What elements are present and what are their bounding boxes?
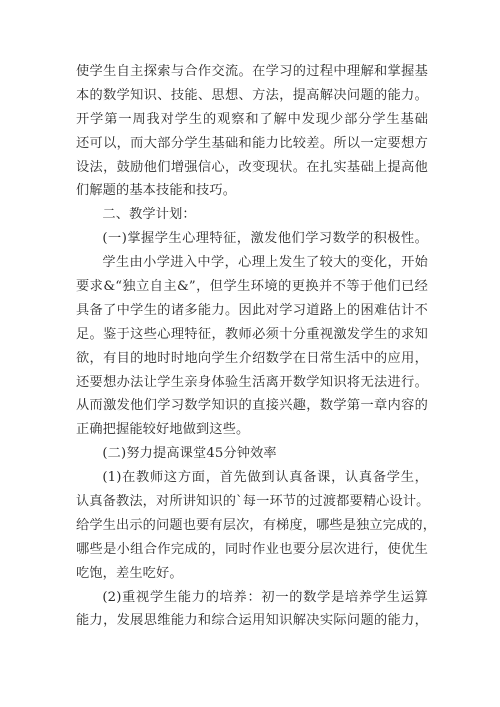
text-line: 本的数学知识、技能、思想、方法，提高解决问题的能力。 [76, 87, 428, 103]
text-line: 欲，有目的地时时地向学生介绍数学在日常生活中的应用， [76, 350, 428, 366]
text-line: 吃饱，差生吃好。 [76, 565, 183, 581]
text-line: 具备了中学生的诸多能力。因此对学习道路上的困难估计不 [76, 302, 428, 318]
text-line: (二)努力提高课堂45分钟效率 [102, 446, 277, 462]
text-line: 能力，发展思维能力和综合运用知识解决实际问题的能力， [76, 613, 428, 629]
text-line: 学生由小学进入中学，心理上发生了较大的变化，开始 [102, 255, 428, 271]
text-line: 设法，鼓励他们增强信心，改变现状。在扎实基础上提高他 [76, 159, 428, 175]
text-line: 开学第一周我对学生的观察和了解中发现少部分学生基础 [76, 111, 428, 127]
text-line: (2)重视学生能力的培养：初一的数学是培养学生运算 [102, 589, 428, 605]
text-line: 还要想办法让学生亲身体验生活离开数学知识将无法进行。 [76, 374, 428, 390]
text-line: 给学生出示的问题也要有层次，有梯度，哪些是独立完成的， [76, 517, 437, 533]
text-line: 们解题的基本技能和技巧。 [76, 183, 237, 199]
text-line: 正确把握能较好地做到这些。 [76, 422, 250, 438]
text-line: (1)在教师这方面，首先做到认真备课，认真备学生， [102, 470, 428, 486]
document-page [76, 60, 437, 633]
text-line: 要求&“独立自主&”，但学生环境的更换并不等于他们已经 [76, 279, 428, 295]
text-line: 还可以，而大部分学生基础和能力比较差。所以一定要想方 [76, 135, 428, 151]
text-line: (一)掌握学生心理特征，激发他们学习数学的积极性。 [102, 231, 428, 247]
text-line: 从而激发他们学习数学知识的直接兴趣，数学第一章内容的 [76, 398, 428, 414]
text-line: 哪些是小组合作完成的，同时作业也要分层次进行，使优生 [76, 541, 428, 557]
text-line: 认真备教法，对所讲知识的`每一环节的过渡都要精心设计。 [76, 494, 430, 510]
document-body [76, 60, 437, 633]
text-line: 足。鉴于这些心理特征，教师必须十分重视激发学生的求知 [76, 326, 428, 342]
text-line: 二、教学计划： [102, 207, 196, 223]
text-line: 使学生自主探索与合作交流。在学习的过程中理解和掌握基 [76, 64, 428, 79]
